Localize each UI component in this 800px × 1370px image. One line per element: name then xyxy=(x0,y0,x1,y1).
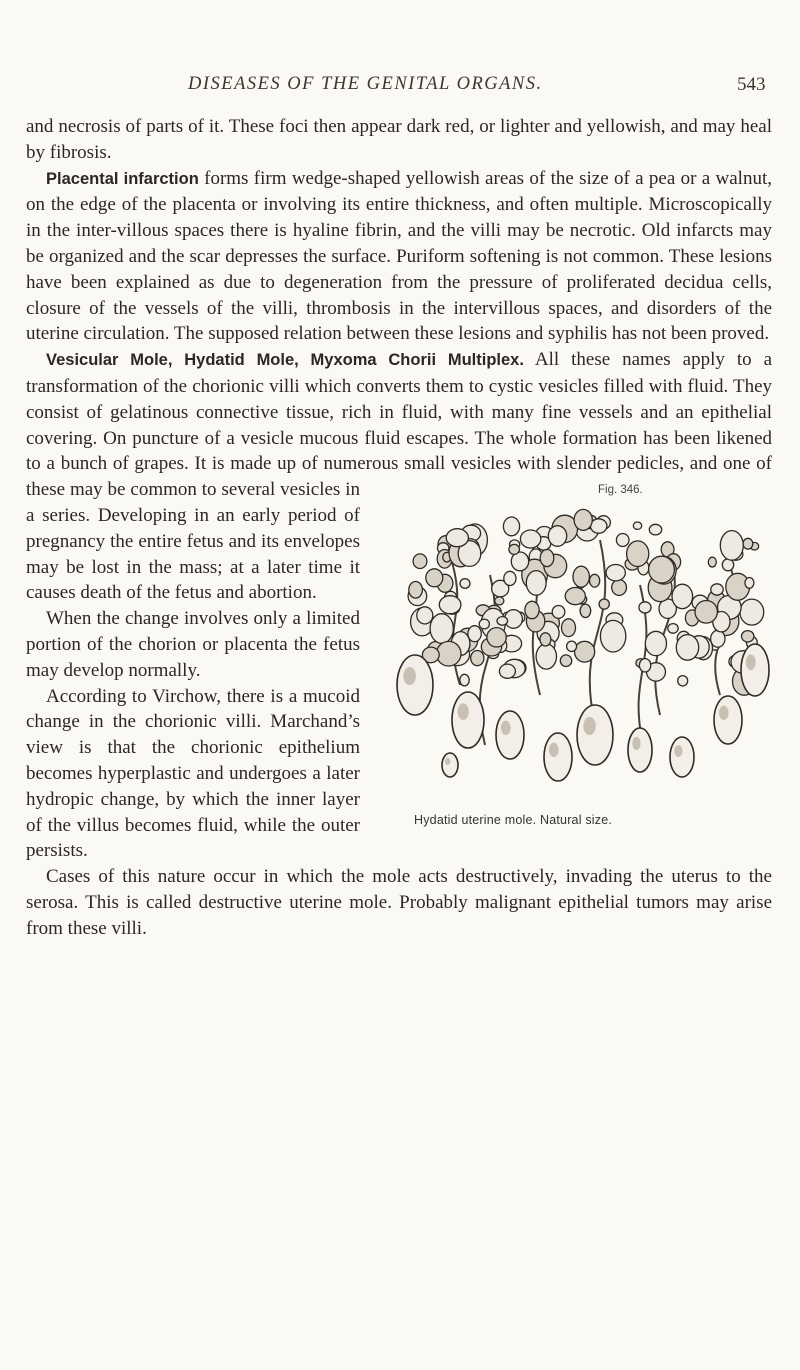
vesicle-shape xyxy=(525,601,539,618)
body-text xyxy=(26,114,772,942)
vesicle-shading xyxy=(674,745,682,757)
vesicle-shape xyxy=(645,631,666,655)
vesicle-shape xyxy=(426,569,443,587)
paragraph-virchow: According to Virchow, there is a mucoid change in the chorionic villi. Marchand’s view is that the chorionic epithelium becomes hyperplastic and undergoes a later hydropic change, by which the inner layer of the villus becomes fluid, while the outer persists. xyxy=(26,685,360,862)
heading-vesicular-mole: Vesicular Mole, Hydatid Mole, Myxoma Chorii Multiplex. xyxy=(46,351,524,370)
paragraph-placental-infarction xyxy=(26,166,772,348)
vesicle-shape xyxy=(540,550,554,567)
vesicle-shape xyxy=(591,519,607,533)
vesicle-shape xyxy=(442,753,458,777)
vesicle-shape xyxy=(606,565,625,581)
vesicle-shape xyxy=(439,596,461,614)
vesicle-shading xyxy=(549,743,559,757)
vesicle-shape xyxy=(520,530,540,548)
hydatid-mole-illustration-icon xyxy=(390,495,776,805)
vesicle-shape xyxy=(668,624,678,634)
vesicle-shape xyxy=(548,526,566,547)
vesicle-shape xyxy=(577,705,613,765)
figure-346 xyxy=(374,477,778,857)
heading-placental-infarction: Placental infarction xyxy=(46,169,199,188)
vesicle-shape xyxy=(460,579,470,589)
vesicle-shading xyxy=(458,703,469,720)
vesicle-shape xyxy=(487,628,506,647)
vesicle-shape xyxy=(649,556,675,583)
vesicle-shape xyxy=(536,644,556,669)
vesicle-shape xyxy=(580,604,591,617)
vesicle-shape xyxy=(544,733,572,781)
vesicle-shape xyxy=(708,557,716,567)
vesicle-shape xyxy=(670,737,694,777)
vesicle-shading xyxy=(719,706,729,720)
vesicle-shape xyxy=(590,574,600,587)
vesicle-shape xyxy=(503,517,519,536)
figure-label: Fig. 346. xyxy=(598,484,643,497)
vesicle-shape xyxy=(745,578,754,589)
vesicle-shape xyxy=(649,524,661,535)
vesicle-shape xyxy=(479,619,489,629)
vesicle-shading xyxy=(403,667,416,685)
vesicle-shape xyxy=(742,631,754,642)
vesicle-shape xyxy=(676,635,698,661)
vesicle-shape xyxy=(616,534,629,547)
figure-caption: Hydatid uterine mole. Natural size. xyxy=(414,813,613,828)
vesicle-shading xyxy=(746,655,756,671)
vesicle-shape xyxy=(612,580,627,596)
vesicle-shape xyxy=(711,631,725,648)
vesicle-shape xyxy=(628,728,652,772)
vesicle-shape xyxy=(633,522,641,529)
paragraph-necrosis: and necrosis of parts of it. These foci then appear dark red, or lighter and yellowish, and may heal by fibrosis. xyxy=(26,116,772,163)
vesicle-shape xyxy=(526,571,546,596)
vesicle-shape xyxy=(743,538,753,549)
running-head: DISEASES OF THE GENITAL ORGANS. xyxy=(188,74,543,94)
vesicle-shape xyxy=(560,655,571,667)
vesicle-shape xyxy=(468,626,481,642)
vesicle-shape xyxy=(417,607,433,624)
vesicle-shape xyxy=(574,510,592,531)
text-vesicular-mole-a: All these names apply to a transformation of the chorionic villi which converts them to cystic vesicles filled with fluid. They consist of gelatinous connective tissue, rich in fluid, with many fine vessels and an epithelial covering. On puncture of a vesicle mucous fluid escapes. The whole formation has been likened to a bunch of grapes. It is made up of numerous small vesicles with slender pedicles, and one of xyxy=(26,349,773,475)
vesicle-shading xyxy=(632,737,640,750)
vesicle-shape xyxy=(714,696,742,744)
vesicle-shape xyxy=(504,571,516,585)
vesicle-shape xyxy=(460,674,469,686)
vesicle-shape xyxy=(741,644,769,696)
vesicle-shape xyxy=(567,641,577,651)
text-placental-infarction: forms firm wedge-shaped yellowish areas of the size of a pea or a walnut, on the edge of the placenta or involving its entire thickness, and often multiple. Microscopically in the inter-villous spaces there is hyaline fibrin, and the villi may be necrotic. Old infarcts may be organized and the scar depresses the surface. Puriform softening is not common. These lesions have been explained as due to degeneration from the pressure of proliferated decidua cells, closure of the vessels of the villi, thrombosis in the intervillous spaces, and disorders of the uterine circulation. The supposed relation between these lesions and syphilis has not been proved. xyxy=(26,167,772,345)
vesicle-shape xyxy=(639,659,650,672)
vesicle-shading xyxy=(501,721,511,735)
text-vesicular-mole-b: these may be common to several vesicles in a series. Developing in an early period of pregnancy the entire fetus and its envelopes may be lost in the mass; at a later time it causes death of the fetus and abortion. xyxy=(26,479,360,604)
vesicle-shape xyxy=(720,531,743,561)
vesicle-shape xyxy=(599,599,609,609)
vesicle-shape xyxy=(497,617,508,626)
paragraph-destructive-mole: Cases of this nature occur in which the mole acts destructively, invading the uterus to the serosa. This is called destructive uterine mole. Probably malignant epithelial tumors may arise from these villi. xyxy=(26,866,772,939)
vesicle-shape xyxy=(430,614,453,644)
vesicle-shape xyxy=(499,664,515,678)
vesicle-shape xyxy=(740,599,764,625)
vesicle-shape xyxy=(452,692,484,748)
vesicle-shape xyxy=(562,619,576,637)
vesicle-shape xyxy=(509,545,520,555)
vesicle-shape xyxy=(436,642,461,667)
vesicle-shape xyxy=(413,554,427,569)
vesicle-shape xyxy=(711,584,723,595)
vesicle-shape xyxy=(565,588,585,605)
vesicle-shape xyxy=(552,606,565,619)
vesicle-shape xyxy=(397,655,433,715)
vesicle-shape xyxy=(627,541,649,567)
vesicle-shape xyxy=(540,633,551,646)
vesicle-shape xyxy=(471,651,484,666)
vesicle-shape xyxy=(573,566,589,587)
page-number: 543 xyxy=(737,74,766,95)
vesicle-shading xyxy=(583,717,596,735)
vesicle-shading xyxy=(445,758,451,765)
vesicle-shape xyxy=(495,597,504,605)
vesicle-shape xyxy=(695,601,717,624)
vesicle-shape xyxy=(409,582,423,599)
vesicle-shape xyxy=(672,584,693,608)
vesicle-shape xyxy=(600,621,625,653)
paragraph-limited-portion: When the change involves only a limited portion of the chorion or placenta the fetus may develop normally. xyxy=(26,608,360,681)
vesicle-shape xyxy=(639,602,651,613)
vesicle-shape xyxy=(496,711,524,759)
vesicle-shape xyxy=(446,529,468,547)
vesicle-shape xyxy=(575,641,595,662)
vesicle-shape xyxy=(678,676,688,686)
